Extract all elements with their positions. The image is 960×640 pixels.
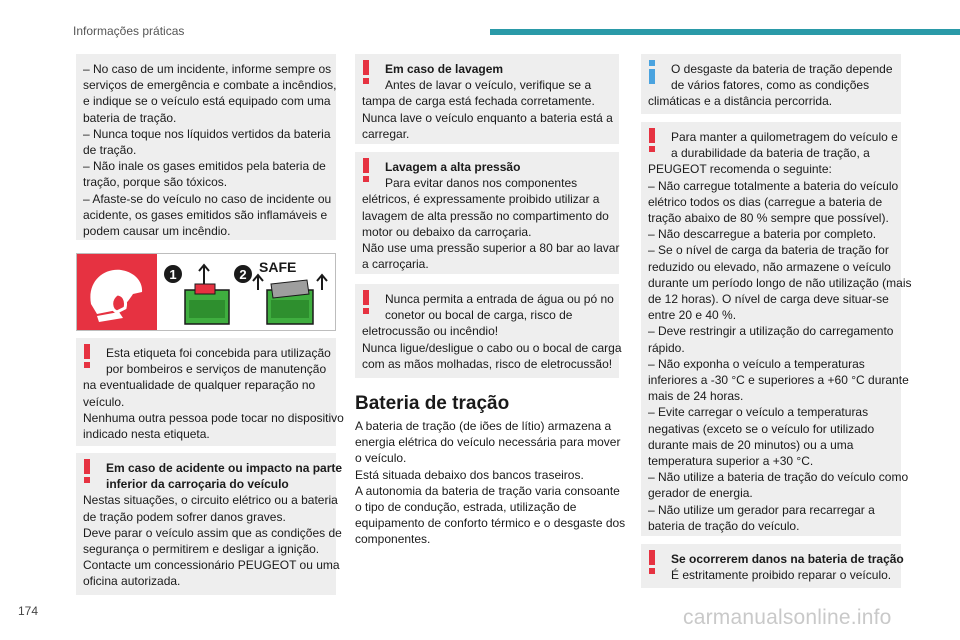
warning-water-text: Nunca permita a entrada de água ou pó no conetor ou bocal de carga, risco de eletrocussão ou incêndio! Nunca ligue/desligue o cabo ou o bocal de carga com as mãos molhadas, risco de eletrocussão! <box>362 292 622 371</box>
warning-label-box <box>76 338 344 446</box>
warning-mileage-text: Para manter a quilometragem do veículo e a durabilidade da bateria de tração, a PEUGEOT recomenda o seguinte: – Não carregue totalmente a bateria do veículo elétrico todos os dias (carregue a bateria de tração abaixo de 80 % sempre que possível). – Não descarregue a bateria por completo. – Se o nível de carga da bateria de tração for reduzido ou elevado, não armazene o veículo durante um período longo de não utilização (mais de 12 horas). O nível de carga deve situar-se entre 20 e 40 %. – Deve restringir a utilização do carregamento rápido. – Não exponha o veículo a temperaturas inferiores a -30 °C e superiores a +60 °C durante mais de 24 horas. – Evite carregar o veículo a temperaturas negativas (exceto se o veículo for utilizado durante mais de 20 minutos) ou a uma temperatura superior a +30 °C. – Não utilize a bateria de tração do veículo como gerador de energia. – Não utilize um gerador para recarregar a bateria de tração do veículo. <box>648 130 912 533</box>
warning-icon <box>648 128 656 152</box>
firefighter-helmet-icon <box>77 254 157 330</box>
safety-label-image <box>76 253 336 331</box>
safe-text: SAFE <box>259 259 297 275</box>
emergency-advice-text: – No caso de um incidente, informe sempre os serviços de emergência e combate a incêndios, e indique se o veículo está equipado com uma bateria de tração. – Nunca toque nos líquidos vertidos da bateria de tração. – Não inale os gases emitidos pela bateria de tração, porque são tóxicos. – Afaste-se do veículo no caso de incidente ou acidente, os gases emitidos são inflamáveis e podem causar um incêndio. <box>83 62 337 239</box>
firefighter-panel <box>77 254 157 330</box>
info-wear-text: O desgaste da bateria de tração depende de vários fatores, como as condições climáticas e a distância percorrida. <box>648 62 893 109</box>
warning-icon <box>83 459 91 483</box>
warning-mileage-box <box>641 122 912 536</box>
warning-damage-text: Se ocorrerem danos na bateria de tração É estritamente proibido reparar o veículo. <box>671 552 904 583</box>
warning-icon <box>648 550 656 574</box>
info-wear-box <box>641 54 901 114</box>
warning-pressure-box <box>355 152 619 274</box>
page-number: 174 <box>18 604 39 618</box>
warning-water-box <box>355 284 622 378</box>
warning-washing-box <box>355 54 619 144</box>
info-icon <box>648 60 656 84</box>
step-1-marker: 1 <box>169 267 177 282</box>
warning-pressure-text: Lavagem a alta pressão Para evitar danos nos componentes elétricos, é expressamente proibido utilizar a lavagem de alta pressão no compartimento do motor ou debaixo da carroçaria. Não use uma pressão superior a 80 bar ao lavar a carroçaria. <box>362 160 620 272</box>
warning-accident-text: Em caso de acidente ou impacto na parte inferior da carroçaria do veículo Nestas situações, o circuito elétrico ou a bateria de tração podem sofrer danos graves. Deve parar o veículo assim que as condições de segurança o permitirem e desligar a ignição. Contacte um concessionário PEUGEOT ou uma oficina autorizada. <box>83 461 343 589</box>
warning-accident-box <box>76 453 343 595</box>
emergency-advice-box <box>76 54 336 240</box>
warning-icon <box>83 344 91 368</box>
warning-label-text: Esta etiqueta foi concebida para utilização por bombeiros e serviços de manutenção na eventualidade de qualquer reparação no veículo. Nenhuma outra pessoa pode tocar no dispositivo indicado nesta etiqueta. <box>83 346 344 442</box>
warning-icon <box>362 158 370 182</box>
warning-washing-text: Em caso de lavagem Antes de lavar o veículo, verifique se a tampa de carga está fechada corretamente. Nunca lave o veículo enquanto a bateria está a carregar. <box>362 62 613 141</box>
warning-damage-box <box>641 544 904 588</box>
section-body-text: A bateria de tração (de iões de lítio) armazena a energia elétrica do veículo necessária para mover o veículo. Está situada debaixo dos bancos traseiros. A autonomia da bateria de tração varia consoante o tipo de condução, estrada, utilização de equipamento de conforto térmico e o desgaste dos componentes. <box>355 419 626 547</box>
battery-handling-diagram <box>157 254 335 330</box>
warning-icon <box>362 290 370 314</box>
page-header-title: Informações práticas <box>73 24 185 38</box>
watermark: carmanualsonline.info <box>683 606 892 629</box>
section-title: Bateria de tração <box>355 393 510 414</box>
warning-icon <box>362 60 370 84</box>
header-accent-bar <box>490 29 960 35</box>
step-2-marker: 2 <box>239 267 247 282</box>
